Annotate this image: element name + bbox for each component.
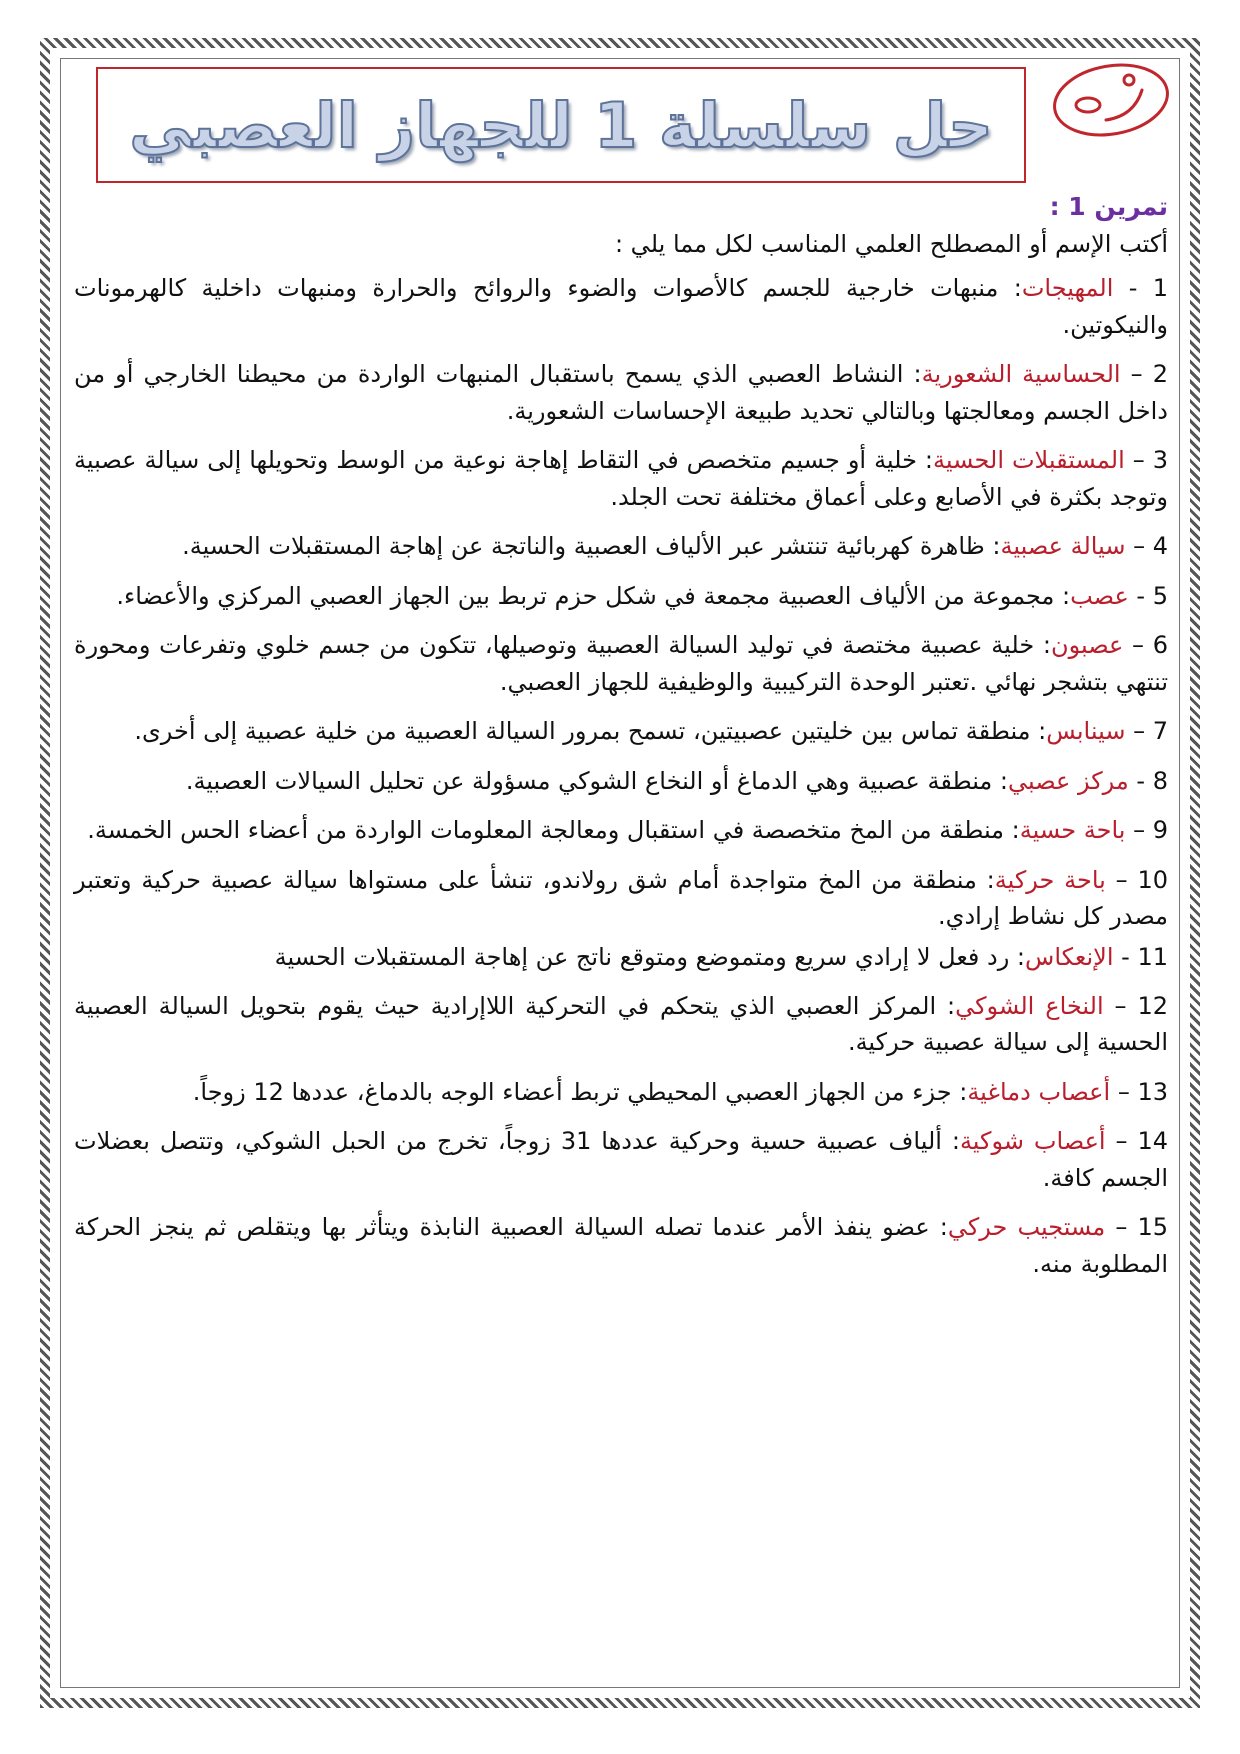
exercise-instruction: أكتب الإسم أو المصطلح العلمي المناسب لكل مما يلي : [614,230,1168,258]
definition-item [74,442,1168,515]
item-term: النخاع الشوكي [955,991,1104,1020]
page-title: حل سلسلة 1 للجهاز العصبي [129,88,993,162]
item-definition: : خلية أو جسيم متخصص في التقاط إهاجة نوعية من الوسط وتحويلها إلى سيالة عصبية وتوجد بكثرة في الأصابع وعلى أعماق مختلفة تحت الجلد. [74,446,1168,511]
item-definition: : جزء من الجهاز العصبي المحيطي تربط أعضاء الوجه بالدماغ، عددها 12 زوجاً. [192,1077,968,1106]
item-definition: : منطقة من المخ متخصصة في استقبال ومعالجة المعلومات الواردة من أعضاء الحس الخمسة. [87,816,1020,845]
exercise-content [74,188,1168,1295]
exercise-title: تمرين 1 : [1049,192,1168,221]
item-term: أعصاب شوكية [959,1127,1106,1156]
item-term: باحة حسية [1019,816,1126,845]
item-number: 2 – [1130,360,1168,389]
item-number: 13 – [1117,1077,1168,1106]
definition-item [74,713,1168,749]
definition-item [74,1123,1168,1196]
definitions-list [74,270,1168,1282]
item-definition: : عضو ينفذ الأمر عندما تصله السيالة العصبية النابذة ويتأثر بها ويتقلص ثم ينجز الحركة المطلوبة منه. [74,1213,1168,1278]
definition-item [74,1074,1168,1110]
definition-item [74,1209,1168,1282]
item-term: عصب [1070,581,1129,610]
item-number: 10 – [1115,865,1168,894]
definition-item [74,763,1168,799]
smiley-icon [1050,60,1172,140]
item-number: 7 – [1133,717,1168,746]
item-number: 15 – [1115,1213,1168,1242]
item-term: سيالة عصبية [1000,532,1126,561]
item-term: المهيجات [1021,274,1114,303]
item-term: أعصاب دماغية [967,1077,1111,1106]
item-term: المستقبلات الحسية [933,446,1125,475]
item-term: مركز عصبي [1008,766,1129,795]
item-definition: : ألياف عصبية حسية وحركية عددها 31 زوجاً، تخرج من الحبل الشوكي، وتتصل بعضلات الجسم كافة. [74,1127,1168,1192]
item-number: 5 - [1136,581,1168,610]
definition-item [74,356,1168,429]
definition-item [74,939,1168,975]
item-number: 11 - [1121,942,1168,971]
definition-item [74,862,1168,935]
item-term: باحة حركية [994,865,1106,894]
item-number: 14 – [1115,1127,1168,1156]
item-definition: : خلية عصبية مختصة في توليد السيالة العصبية وتوصيلها، تتكون من جسم خلوي وتفرعات ومحورة تنتهي بتشجر نهائي .تعتبر الوحدة التركيبية والوظيفية للجهاز العصبي. [74,631,1168,696]
item-definition: : النشاط العصبي الذي يسمح باستقبال المنبهات الواردة من محيطنا الخارجي أو من داخل الجسم ومعالجتها وبالتالي تحديد طبيعة الإحساسات الشعورية. [74,360,1168,425]
item-definition: : منبهات خارجية للجسم كالأصوات والضوء والروائح والحرارة ومنبهات داخلية كالهرمونات والنيكوتين. [74,274,1168,339]
item-number: 8 - [1136,766,1168,795]
item-number: 1 - [1128,274,1168,303]
item-definition: : مجموعة من الألياف العصبية مجمعة في شكل حزم تربط بين الجهاز العصبي المركزي والأعضاء. [116,581,1071,610]
definition-item [74,270,1168,343]
item-definition: : رد فعل لا إرادي سريع ومتموضع ومتوقع ناتج عن إهاجة المستقبلات الحسية [274,942,1026,971]
item-term: عصبون [1050,631,1124,660]
item-definition: : منطقة عصبية وهي الدماغ أو النخاع الشوكي مسؤولة عن تحليل السيالات العصبية. [185,766,1008,795]
title-box [96,67,1026,183]
item-term: الحساسية الشعورية [921,360,1121,389]
definition-item [74,528,1168,564]
definition-item [74,627,1168,700]
item-number: 3 – [1132,446,1168,475]
item-term: سينابس [1046,717,1126,746]
item-definition: : ظاهرة كهربائية تنتشر عبر الألياف العصبية والناتجة عن إهاجة المستقبلات الحسية. [182,532,1001,561]
item-definition: : المركز العصبي الذي يتحكم في التحركية اللاإرادية حيث يقوم بتحويل السيالة العصبية الحسية إلى سيالة عصبية حركية. [74,991,1168,1057]
definition-item [74,578,1168,614]
item-definition: : منطقة تماس بين خليتين عصبيتين، تسمح بمرور السيالة العصبية من خلية عصبية إلى أخرى. [134,717,1047,746]
item-term: مستجيب حركي [947,1213,1106,1242]
item-term: الإنعكاس [1025,942,1114,971]
item-number: 12 – [1114,991,1168,1020]
item-number: 4 – [1133,532,1168,561]
item-definition: : منطقة من المخ متواجدة أمام شق رولاندو، تنشأ على مستواها سيالة عصبية حركية وتعتبر مصدر كل نشاط إرادي. [74,865,1168,931]
item-number: 6 – [1132,631,1168,660]
definition-item [74,988,1168,1061]
item-number: 9 – [1133,816,1168,845]
definition-item [74,812,1168,848]
